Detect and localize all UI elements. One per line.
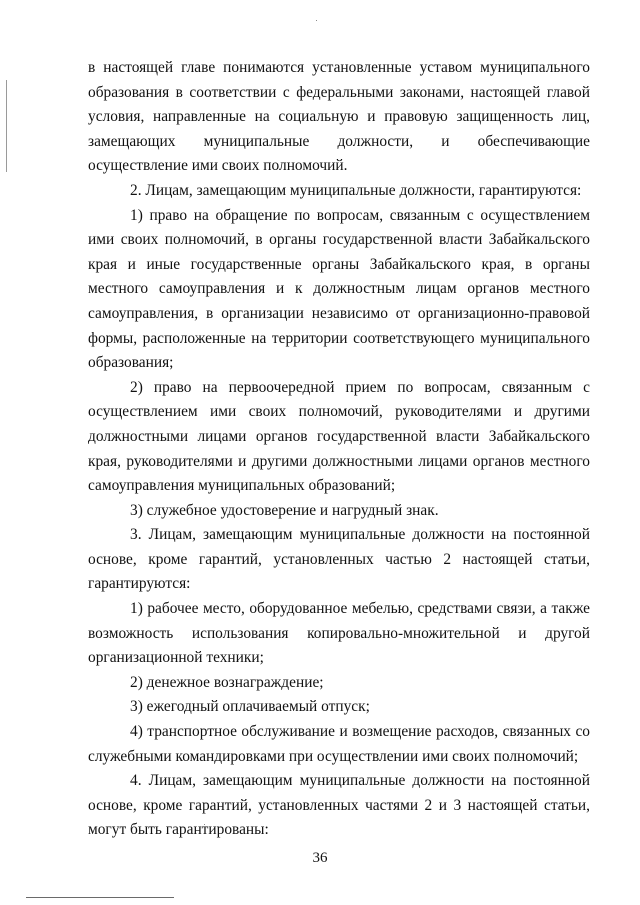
scan-edge-mark	[6, 80, 7, 172]
paragraph: 2. Лицам, замещающим муниципальные должности, гарантируются:	[130, 181, 582, 199]
paragraph: 4) транспортное обслуживание и возмещение расходов, связанных со служебными командировками при осуществлении ими своих полномочий;	[88, 723, 590, 765]
paragraph: 1) рабочее место, оборудованное мебелью, средствами связи, а также возможность использования копировально-множительной и другой организационной техники;	[88, 600, 590, 667]
scan-speck	[316, 20, 317, 21]
paragraph: 3) служебное удостоверение и нагрудный знак.	[130, 501, 439, 519]
paragraph: в настоящей главе понимаются установленные уставом муниципального образования в соответствии с федеральными законами, настоящей главой условия, направленные на социальную и правовую защищенность лиц, замещающих муниципальные должности, и обеспечивающие осуществление ими своих полномочий.	[88, 59, 590, 175]
paragraph: 2) право на первоочередной прием по вопросам, связанным с осуществлением ими своих полномочий, руководителями и другими должностными лицами органов государственной власти Забайкальского края, руководителями и другими должностными лицами органов местного самоуправления муниципальных образований;	[88, 378, 590, 495]
page-number: 36	[312, 850, 328, 866]
paragraph: 3. Лицам, замещающим муниципальные должности на постоянной основе, кроме гарантий, установленных частью 2 настоящей статьи, гарантируются:	[88, 526, 590, 593]
paragraph: 3) ежегодный оплачиваемый отпуск;	[130, 698, 370, 716]
paragraph: 1) право на обращение по вопросам, связанным с осуществлением ими своих полномочий, в органы государственной власти Забайкальского края и иные государственные органы Забайкальского края, в органы местного самоуправления и к должностным лицам органов местного самоуправления, в организации независимо от организационно-правовой формы, расположенные на территории соответствующего муниципального образования;	[88, 206, 590, 372]
document-body	[88, 56, 590, 843]
bottom-rule	[26, 897, 174, 898]
paragraph: 4. Лицам, замещающим муниципальные должности на постоянной основе, кроме гарантий, установленных частями 2 и 3 настоящей статьи, могут быть гарантированы:	[88, 772, 590, 839]
paragraph: 2) денежное вознаграждение;	[130, 673, 324, 691]
